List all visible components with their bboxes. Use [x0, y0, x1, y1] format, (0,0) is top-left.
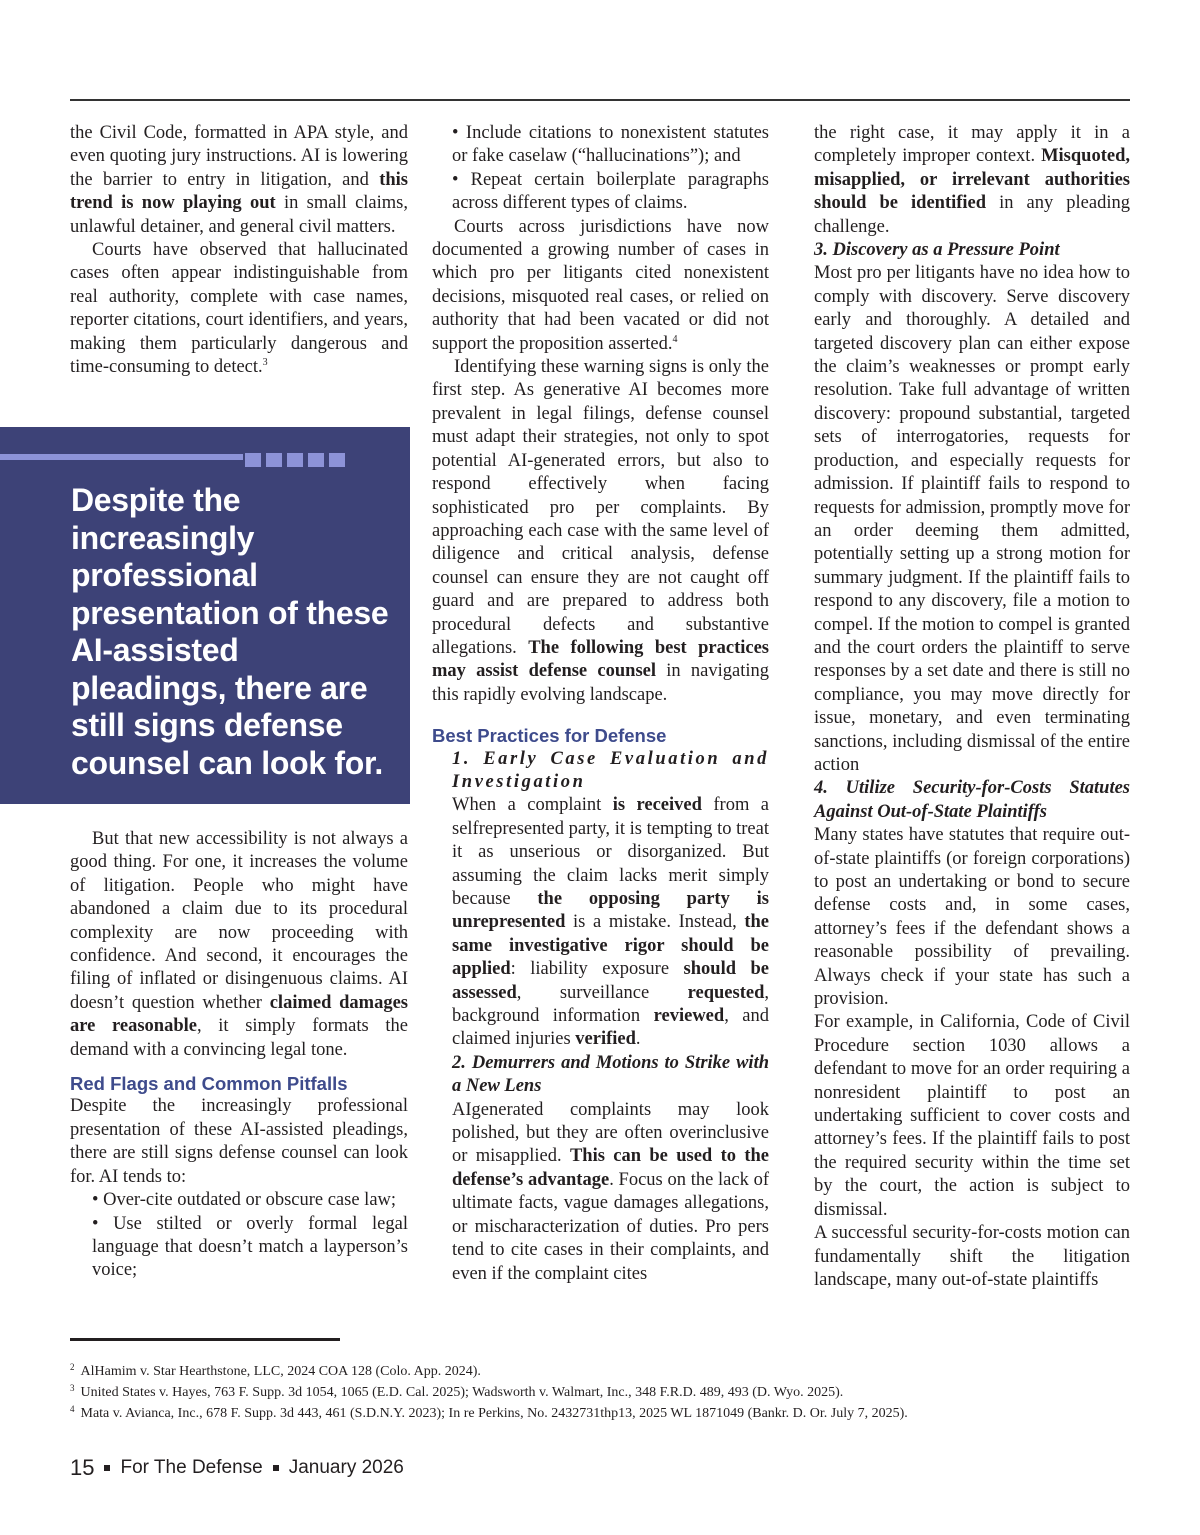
footnote-text: Mata v. Avianca, Inc., 678 F. Supp. 3d 443, 461 (S.D.N.Y. 2023); In re Perkins, No. 2432731thp13, 2025 WL 1871049 (Bankr. D. Or. July 7, 2025).: [80, 1406, 908, 1421]
footnote-number: 2: [70, 1362, 75, 1372]
list-item: • Repeat certain boilerplate paragraphs across different types of claims.: [452, 169, 769, 214]
issue-date: January 2026: [288, 1457, 404, 1478]
paragraph: [432, 216, 769, 356]
paragraph: the right case, it may apply it in a completely improper context. Misquoted, misapplied, or irrelevant authorities should be identified in any pleading challenge.: [814, 123, 1130, 237]
bold-text: claimed damages are reasonable: [70, 992, 408, 1037]
paragraph: When a complaint is received from a selfrepresented party, it is tempting to treat it as unserious or disorganized. But assuming the claim lacks merit simply because the opposing party is unrepresented is a mistake. Instead, the same investigative rigor should be applied: liability exposure should be assessed, surveillance requested, background information reviewed, and claimed injuries verified.: [452, 795, 770, 1050]
page-number: 15: [70, 1455, 95, 1480]
paragraph: For example, in California, Code of Civil Procedure section 1030 allows a defendant to move for an order requiring a nonresident plaintiff to post an undertaking sufficient to cover costs and attorney’s fees. If the plaintiff fails to post the required security within the time set by the court, the action is subject to dismissal.: [814, 1012, 1130, 1220]
footnote-number: 4: [70, 1404, 75, 1414]
paragraph: A successful security-for-costs motion can fundamentally shift the litigation landscape, many out-of-state plaintiffs: [814, 1223, 1130, 1290]
pull-quote-text: Despite the increasingly professional presentation of these AI-assisted pleadings, there are still signs defense counsel can look for.: [71, 482, 389, 781]
text: the Civil Code, formatted in APA style, and even quoting jury instructions. AI is lowering the barrier to entry in litigation, and: [70, 123, 408, 190]
text: Identifying these warning signs is only the first step. As generative AI becomes more prevalent in legal filings, defense counsel must adapt their strategies, not only to spot potential AI-generated errors, but also to respond effectively when facing sophisticated pro per complaints. By approaching each case with the same level of diligence and critical analysis, defense counsel can ensure they are not caught off guard and are prepared to address both procedural defects and substantive allegations.: [432, 357, 769, 658]
column-2: [432, 122, 769, 1286]
footnote: [70, 1361, 1130, 1382]
bold-text: The following best practices may assist defense counsel: [432, 637, 769, 682]
footnotes: [70, 1361, 1130, 1424]
section-heading: Red Flags and Common Pitfalls: [70, 1073, 348, 1095]
bold-text: this trend is now playing out: [70, 169, 408, 214]
paragraph: [70, 239, 408, 379]
pull-quote-squares: [245, 453, 345, 467]
text: in small claims, unlawful detainer, and general civil matters.: [70, 193, 409, 237]
text: Courts have observed that hallucinated cases often appear indistinguishable from real authority, complete with case names, reporter citations, court identifiers, and years, making them particularly dangerous and time-consuming to detect.: [70, 240, 408, 378]
top-rule: [70, 99, 1130, 101]
footnote-text: AlHamim v. Star Hearthstone, LLC, 2024 COA 128 (Colo. App. 2024).: [80, 1364, 481, 1379]
paragraph: [70, 828, 408, 1062]
paragraph: Despite the increasingly professional presentation of these AI-assisted pleadings, there are still signs defense counsel can look for. AI tends to:: [70, 1096, 408, 1187]
footnote: [70, 1382, 1130, 1403]
footnote: [70, 1403, 1130, 1424]
footnote-text: United States v. Hayes, 763 F. Supp. 3d 1054, 1065 (E.D. Cal. 2025); Wadsworth v. Walmart, Inc., 348 F.R.D. 489, 493 (D. Wyo. 2025).: [80, 1385, 844, 1400]
square-separator-icon: [273, 1465, 279, 1471]
paragraph: AIgenerated complaints may look polished, but they are often overinclusive or misapplied. This can be used to the defense’s advantage. Focus on the lack of ultimate facts, vague damages allegations, or mischaracterization of duties. Pro pers tend to cite cases in their complaints, and even if the complaint cites: [452, 1099, 770, 1284]
text: But that new accessibility is not always a good thing. For one, it increases the volume of litigation. People who might have abandoned a claim due to its procedural complexity are now proceeding with confidence. And second, it encourages the filing of inflated or disingenuous claims. AI doesn’t question whether: [70, 829, 408, 1013]
footnote-number: 3: [70, 1383, 75, 1393]
paragraph: Most pro per litigants have no idea how to comply with discovery. Serve discovery early and thoroughly. A detailed and targeted discovery plan can either expose the claim’s weaknesses or prompt early resolution. Take full advantage of written discovery: propound substantial, targeted sets of interrogatories, requests for production, and especially requests for admission. If plaintiff fails to respond to requests for admission, promptly move for an order deeming them admitted, potentially setting up a strong motion for summary judgment. If the plaintiff fails to respond to any discovery, file a motion to compel. If the motion to compel is granted and the court orders the plaintiff to serve responses by a set date and there is still no compliance, you may move directly for issue, monetary, and even terminating sanctions, including dismissal of the entire action: [814, 263, 1130, 775]
subheading: 3. Discovery as a Pressure Point: [814, 240, 1060, 261]
footnote-ref: 3: [262, 357, 268, 369]
pull-quote-rule: [0, 454, 243, 460]
paragraph: [70, 122, 408, 239]
list-item: • Include citations to nonexistent statutes or fake caselaw (“hallucinations”); and: [452, 123, 769, 167]
paragraph: [432, 356, 769, 707]
text: , it simply formats the demand with a convincing legal tone.: [70, 1016, 408, 1060]
footnote-rule: [70, 1338, 340, 1341]
text: in navigating this rapidly evolving landscape.: [432, 661, 769, 705]
publication-name: For The Defense: [120, 1457, 263, 1478]
subheading: 2. Demurrers and Motions to Strike with a New Lens: [452, 1052, 769, 1097]
paragraph: Many states have statutes that require out-of-state plaintiffs (or foreign corporations) to post an undertaking or bond to secure defense costs and, in some cases, attorney’s fees if the defendant shows a reasonable possibility of prevailing. Always check if your state has such a provision.: [814, 825, 1130, 1010]
section-heading: Best Practices for Defense: [432, 725, 667, 747]
square-separator-icon: [104, 1465, 110, 1471]
list-item: • Use stilted or overly formal legal language that doesn’t match a layperson’s voice;: [92, 1213, 408, 1281]
column-1-bottom: [70, 828, 408, 1283]
footnote-ref: 4: [672, 333, 678, 345]
column-1-top: [70, 122, 408, 379]
list-item: • Over-cite outdated or obscure case law;: [92, 1190, 397, 1211]
text: Courts across jurisdictions have now documented a growing number of cases in which pro per litigants cited nonexistent decisions, misquoted real cases, or relied on authority that had been vacated or did not support the proposition asserted.: [432, 216, 769, 354]
page-footer: [70, 1455, 404, 1481]
subheading: 4. Utilize Security-for-Costs Statutes Against Out-of-State Plaintiffs: [814, 778, 1130, 822]
column-3: [814, 122, 1130, 1292]
subheading: 1. Early Case Evaluation and Investigation: [452, 748, 769, 792]
